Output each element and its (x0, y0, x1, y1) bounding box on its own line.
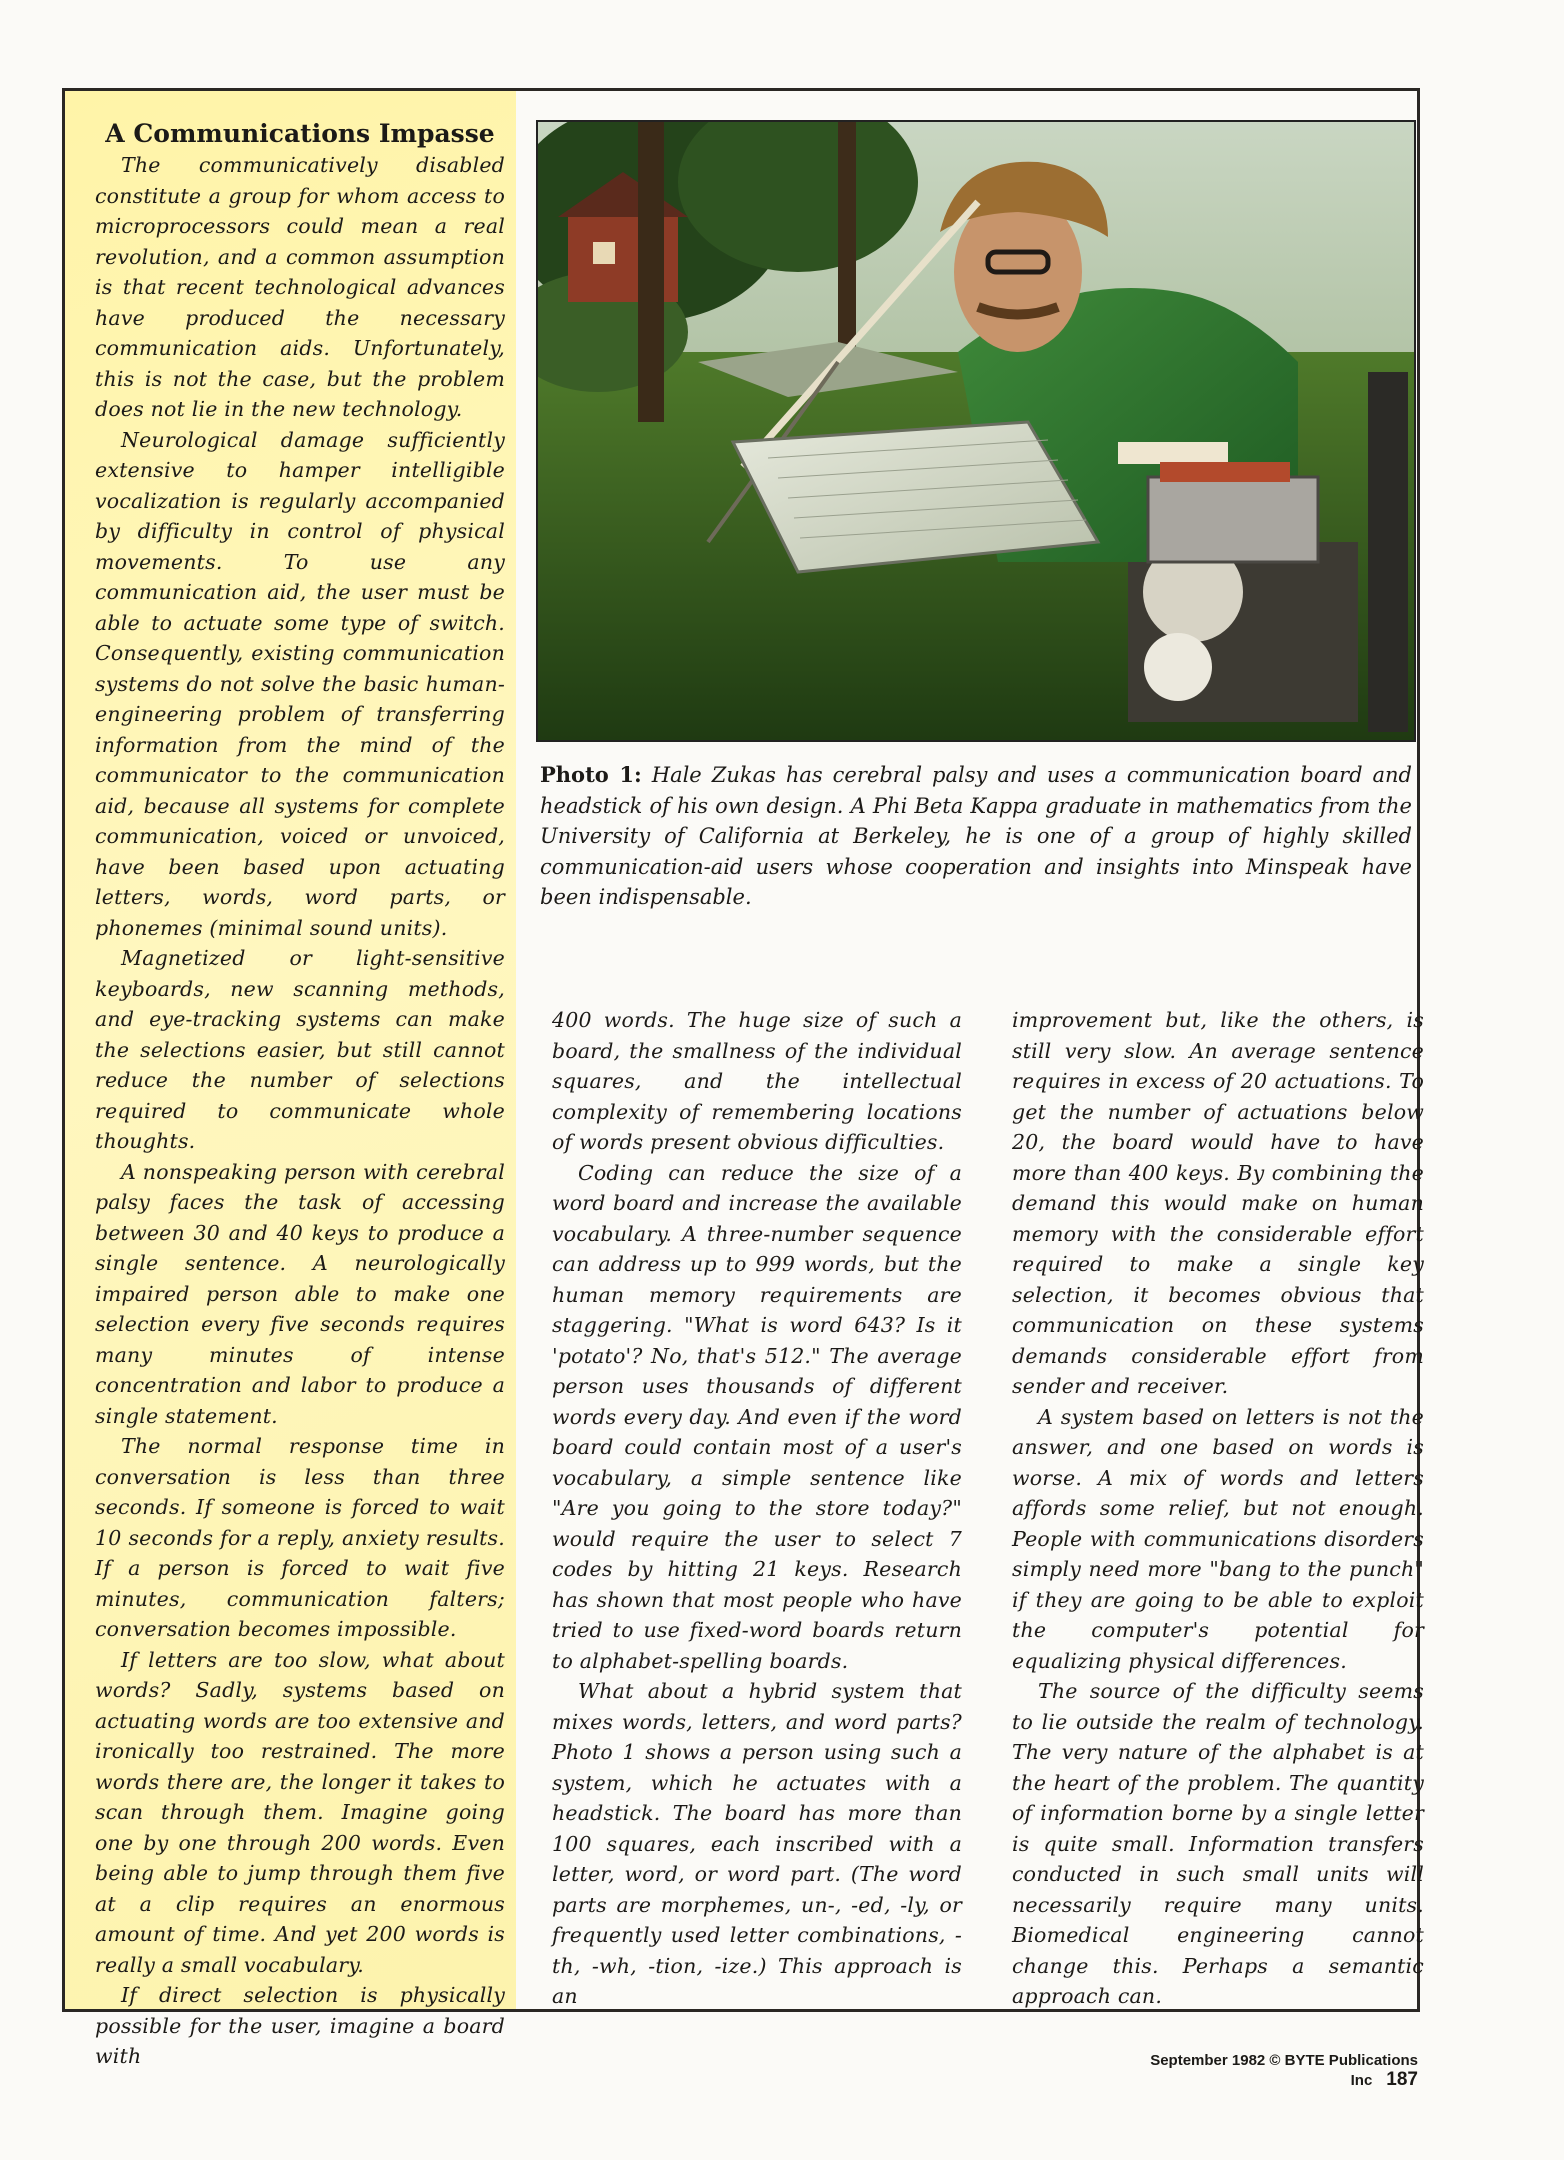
photo-caption (540, 760, 1412, 913)
footer-credit: September 1982 © BYTE Publications Inc (1150, 2052, 1418, 2089)
paragraph: A system based on letters is not the answer, and one based on words is worse. A mix of words and letters affords some relief, but not enough. People with communications disorders simply need more "bang to the punch" if they are going to be able to exploit the computer's potential for equalizing physical differences. (1012, 1404, 1424, 1673)
caption-lead: Photo 1: (540, 762, 642, 787)
column-3-text (1012, 1005, 1424, 2012)
paragraph: What about a hybrid system that mixes words, letters, and word parts? Photo 1 shows a person using such a system, which he actuates with a headstick. The board has more than 100 squares, each inscribed with a letter, word, or word part. (The word parts are morphemes, un-, -ed, -ly, or frequently used letter combinations, -th, -wh, -tion, -ize.) This approach is an (552, 1679, 962, 2008)
paragraph: Magnetized or light-sensitive keyboards, new scanning methods, and eye-tracking systems can make the selections easier, but still cannot reduce the number of selections required to communicate whole thoughts. (95, 946, 505, 1153)
paragraph: 400 words. The huge size of such a board, the smallness of the individual squares, and the intellectual complexity of remembering locations of words present obvious difficulties. (552, 1008, 962, 1154)
paragraph: If direct selection is physically possible for the user, imagine a board with (95, 1983, 505, 2068)
paragraph: If letters are too slow, what about words? Sadly, systems based on actuating words are too extensive and ironically too restrained. The more words there are, the longer it takes to scan through them. Imagine going one by one through 200 words. Even being able to jump through them five at a clip requires an enormous amount of time. And yet 200 words is really a small vocabulary. (95, 1647, 505, 1977)
page-number: 187 (1386, 2069, 1418, 2090)
page-footer (1088, 2052, 1418, 2091)
paragraph: The source of the difficulty seems to lie outside the realm of technology. The very nature of the alphabet is at the heart of the problem. The quantity of information borne by a single letter is quite small. Information transfers conducted in such small units will necessarily require many units. Biomedical engineering cannot change this. Perhaps a semantic approach can. (1012, 1679, 1424, 2008)
paragraph: improvement but, like the others, is still very slow. An average sentence requires in excess of 20 actuations. To get the number of actuations below 20, the board would have to have more than 400 keys. By combining the demand this would make on human memory with the considerable effort required to make a single key selection, it becomes obvious that communication on these systems demands considerable effort from sender and receiver. (1012, 1008, 1424, 1398)
paragraph: The communicatively disabled constitute a group for whom access to microprocessors could mean a real revolution, and a common assumption is that recent technological advances have produced the necessary communication aids. Unfortunately, this is not the case, but the problem does not lie in the new technology. (95, 153, 505, 421)
photo-1 (536, 120, 1416, 742)
paragraph: Neurological damage sufficiently extensive to hamper intelligible vocalization is regularly accompanied by difficulty in control of physical movements. To use any communication aid, the user must be able to actuate some type of switch. Consequently, existing communication systems do not solve the basic human-engineering problem of transferring information from the mind of the communicator to the communication aid, because all systems for complete communication, voiced or unvoiced, have been based upon actuating letters, words, word parts, or phonemes (minimal sound units). (95, 427, 505, 940)
photo-illustration (538, 122, 1414, 740)
paragraph: A nonspeaking person with cerebral palsy faces the task of accessing between 30 and 40 keys to produce a single sentence. A neurologically impaired person able to make one selection every five seconds requires many minutes of intense concentration and labor to produce a single statement. (95, 1159, 505, 1428)
sidebar-text (95, 150, 505, 2072)
paragraph: The normal response time in conversation is less than three seconds. If someone is forced to wait 10 seconds for a reply, anxiety results. If a person is forced to wait five minutes, communication falters; conversation becomes impossible. (95, 1434, 505, 1641)
sidebar-title: A Communications Impasse (105, 119, 495, 148)
column-2-text (552, 1005, 962, 2012)
caption-text: Hale Zukas has cerebral palsy and uses a communication board and headstick of his own design. A Phi Beta Kappa graduate in mathematics from the University of California at Berkeley, he is one of a group of highly skilled communication-aid users whose cooperation and insights into Minspeak have been indispensable. (540, 763, 1412, 909)
paragraph: Coding can reduce the size of a word board and increase the available vocabulary. A three-number sequence can address up to 999 words, but the human memory requirements are staggering. "What is word 643? Is it 'potato'? No, that's 512." The average person uses thousands of different words every day. And even if the word board could contain most of a user's vocabulary, a simple sentence like "Are you going to the store today?" would require the user to select 7 codes by hitting 21 keys. Research has shown that most people who have tried to use fixed-word boards return to alphabet-spelling boards. (552, 1160, 962, 1673)
